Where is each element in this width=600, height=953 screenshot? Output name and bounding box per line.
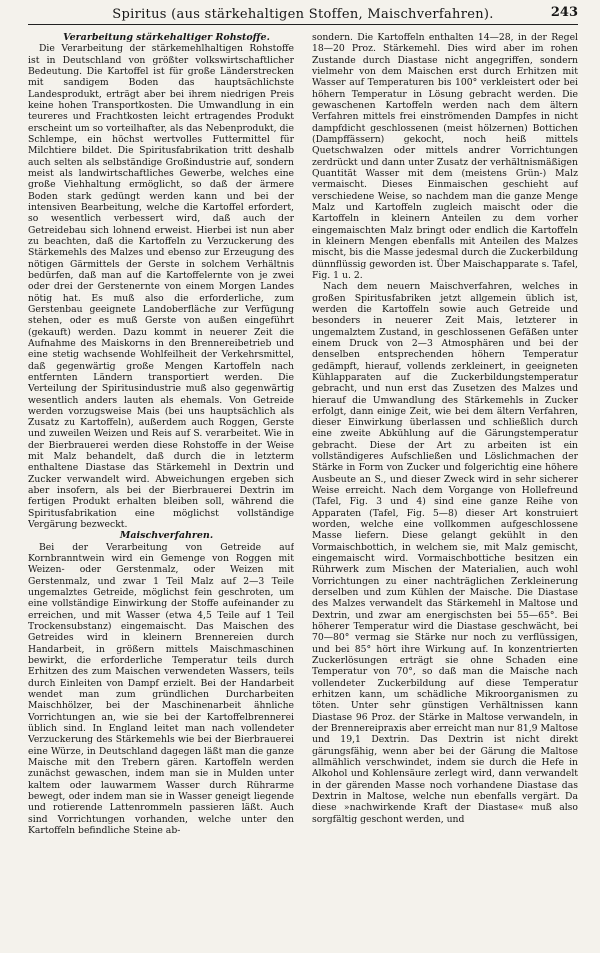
page-header: [28, 4, 578, 24]
right-column: [312, 32, 578, 947]
running-title: Spiritus (aus stärkehaltigen Stoffen, Maischverfahren).: [112, 6, 494, 22]
paragraph: Die Verarbeitung der stärkemehlhaltigen Rohstoffe ist in Deutschland von größter volkswirtschaftlicher Bedeutung. Die Kartoffel ist für große Länderstrecken mit sandigem Boden das hauptsächlichste Landesprodukt, erträgt aber bei ihrem niedrigen Preis keine hohen Transportkosten. Die Umwandlung in ein teureres und Frachtkosten leicht ertragendes Produkt erscheint um so vorteilhafter, als das Nebenprodukt, die Schlempe, ein höchst wertvolles Futtermittel für Milchtiere bildet. Die Spiritusfabrikation tritt deshalb auch selten als selbständige Großindustrie auf, sondern meist als landwirtschaftliches Gewerbe, welches eine große Viehhaltung ermöglicht, so daß der ärmere Boden stark gedüngt werden kann und bei der intensiven Bearbeitung, welche die Kartoffel erfordert, so wesentlich verbessert wird, daß auch der Getreidebau sich lohnend erweist. Hierbei ist nun aber zu beachten, daß die Kartoffeln zu Verzuckerung des Stärkemehls des Malzes und ebenso zur Erzeugung des nötigen Gärmittels der Gerste in solchem Verhältnis bedürfen, daß man auf die Kartoffelernte von je zwei oder drei der Gerstenernte von einem Morgen Landes nötig hat. Es muß also die erforderliche, zum Gerstenbau geeignete Landoberfläche zur Verfügung stehen, oder es muß Gerste von außen eingeführt (gekauft) werden. Dazu kommt in neuerer Zeit die Aufnahme des Maiskorns in den Brennereibetrieb und eine stetig wachsende Wohlfeilheit der Verkehrsmittel, daß gegenwärtig große Mengen Kartoffeln nach entfernten Ländern transportiert werden. Die Verteilung der Spiritusindustrie muß also gegenwärtig wesentlich anders lauten als ehemals. Von Getreide werden vorzugsweise Mais (bei uns hauptsächlich als Zusatz zu Kartoffeln), außerdem auch Roggen, Gerste und zuweilen Weizen und Reis auf S. verarbeitet. Wie in der Bierbrauerei werden diese Rohstoffe in der Weise mit Malz behandelt, daß durch die in letzterm enthaltene Diastase das Stärkemehl in Dextrin und Zucker verwandelt wird. Abweichungen ergeben sich aber insofern, als bei der Bierbrauerei Dextrin im fertigen Produkt erhalten bleiben soll, während die Spiritusfabrikation eine möglichst vollständige Vergärung bezweckt.: [28, 43, 294, 531]
paragraph: Bei der Verarbeitung von Getreide auf Kornbranntwein wird ein Gemenge von Roggen mit Weizen- oder Gerstenmalz, oder Weizen mit Gerstenmalz, und zwar 1 Teil Malz auf 2—3 Teile ungemalztes Getreide, möglichst fein geschroten, um eine vollständige Einwirkung der Stoffe aufeinander zu erreichen, und mit Wasser (etwa 4,5 Teile auf 1 Teil Trockensubstanz) eingemaischt. Das Maischen des Getreides wird in kleinern Brennereien durch Handarbeit, in größern mittels Maischmaschinen bewirkt, die erforderliche Temperatur teils durch Erhitzen des zum Maischen verwendeten Wassers, teils durch Einleiten von Dampf erzielt. Bei der Handarbeit wendet man zum gründlichen Durcharbeiten Maischhölzer, bei der Maschinenarbeit ähnliche Vorrichtungen an, wie sie bei der Kartoffelbrennerei üblich sind. In England leitet man nach vollendeter Verzuckerung des Stärkemehls wie bei der Bierbrauerei eine Würze, in Deutschland dagegen läßt man die ganze Maische mit den Trebern gären. Kartoffeln werden zunächst gewaschen, indem man sie in Mulden unter kaltem oder lauwarmem Wasser durch Rührarme bewegt, oder indem man sie in Wasser geneigt liegende und rotierende Lattenrommeln passieren läßt. Auch sind Vorrichtungen vorhanden, welche unter den Kartoffeln befindliche Steine ab-: [28, 541, 294, 836]
paragraph: sondern. Die Kartoffeln enthalten 14—28, in der Regel 18—20 Proz. Stärkemehl. Dies wird aber im rohen Zustande durch Diastase nicht angegriffen, sondern vielmehr von dem Maischen erst durch Erhitzen mit Wasser auf Temperaturen bis 100° verkleistert oder bei höhern Temperatur in Lösung gebracht werden. Die gewaschenen Kartoffeln werden nach dem ältern Verfahren mittels frei einströmenden Dampfes in nicht dampfdicht geschlossenen (meist hölzernen) Bottichen (Dampffässern) gekocht, noch heiß mittels Quetschwalzen oder mittels andrer Vorrichtungen zerdrückt und dann unter Zusatz der verhältnismäßigen Quantität Wasser mit dem (meistens Grün-) Malz vermaischt. Dieses Einmaischen geschieht auf verschiedene Weise, so nachdem man die ganze Menge Malz und Kartoffeln zugleich maischt oder die Kartoffeln in kleinern Anteilen zu dem vorher eingemaischten Malz bringt oder endlich die Kartoffeln in kleinern Mengen ebenfalls mit Anteilen des Malzes mischt, bis die Masse jedesmal durch die Zuckerbildung dünnflüssig geworden ist. Über Maischapparate s. Tafel, Fig. 1 u. 2.: [312, 32, 578, 281]
paragraph: Nach dem neuern Maischverfahren, welches in großen Spiritusfabriken jetzt allgemein üblich ist, werden die Kartoffeln sowie auch Getreide und besonders in neuerer Zeit Mais, letzterer in ungemalztem Zustand, in geschlossenen Gefäßen unter einem Druck von 2—3 Atmosphären und bei der denselben entsprechenden höhern Temperatur gedämpft, hierauf, vollends zerkleinert, in geeigneten Kühlapparaten auf die Zuckerbildungstemperatur gebracht, und nun erst das Zusetzen des Malzes und hierauf die Umwandlung des Stärkemehls in Zucker erfolgt, dann einige Zeit, wie bei dem ältern Verfahren, dieser Einwirkung überlassen und schließlich durch eine zweite Abkühlung auf die Gärungstemperatur gebracht. Diese der Art zu arbeiten ist ein vollständigeres Aufschließen und Löslichmachen der Stärke in Form von Zucker und folgerichtig eine höhere Ausbeute an S., und dieser Zweck wird in sehr sicherer Weise erreicht. Nach dem Vorgange von Hollefreund (Tafel, Fig. 3 und 4) sind eine ganze Reihe von Apparaten (Tafel, Fig. 5—8) dieser Art konstruiert worden, welche eine vollkommen aufgeschlossene Masse liefern. Diese gelangt gekühlt in den Vormaischbottich, in welchem sie, mit Malz gemischt, eingemaischt wird. Vormaischbottiche besitzen ein Rührwerk zum Mischen der Materialien, auch wohl Vorrichtungen zu einer nachträglichen Zerkleinerung derselben und zum Kühlen der Maische. Die Diastase des Malzes verwandelt das Stärkemehl in Maltose und Dextrin, und zwar am energischsten bei 55—65°. Bei höherer Temperatur wird die Diastase geschwächt, bei 70—80° vermag sie Stärke nur noch zu verflüssigen, und bei 85° hört ihre Wirkung auf. In konzentrierten Zuckerlösungen erträgt sie ohne Schaden eine Temperatur von 70°, so daß man die Maische nach vollendeter Zuckerbildung auf diese Temperatur erhitzen kann, um schädliche Mikroorganismen zu töten. Unter sehr günstigen Verhältnissen kann Diastase 96 Proz. der Stärke in Maltose verwandeln, in der Brennereipraxis aber erreicht man nur 81,9 Maltose und 19,1 Dextrin. Das Dextrin ist nicht direkt gärungsfähig, wenn aber bei der Gärung die Maltose allmählich verschwindet, indem sie durch die Hefe in Alkohol und Kohlensäure zerlegt wird, dann verwandelt in der gärenden Masse noch vorhandene Diastase das Dextrin in Maltose, welche nun ebenfalls vergärt. Da diese »nachwirkende Kraft der Diastase« muß also sorgfältig geschont werden, und: [312, 281, 578, 825]
section-heading-raw-materials: Verarbeitung stärkehaltiger Rohstoffe.: [63, 32, 270, 43]
header-rule: [28, 24, 578, 25]
page-number: 243: [550, 5, 578, 20]
left-column: [28, 32, 294, 947]
section-heading-mashing: Maischverfahren.: [119, 530, 214, 542]
